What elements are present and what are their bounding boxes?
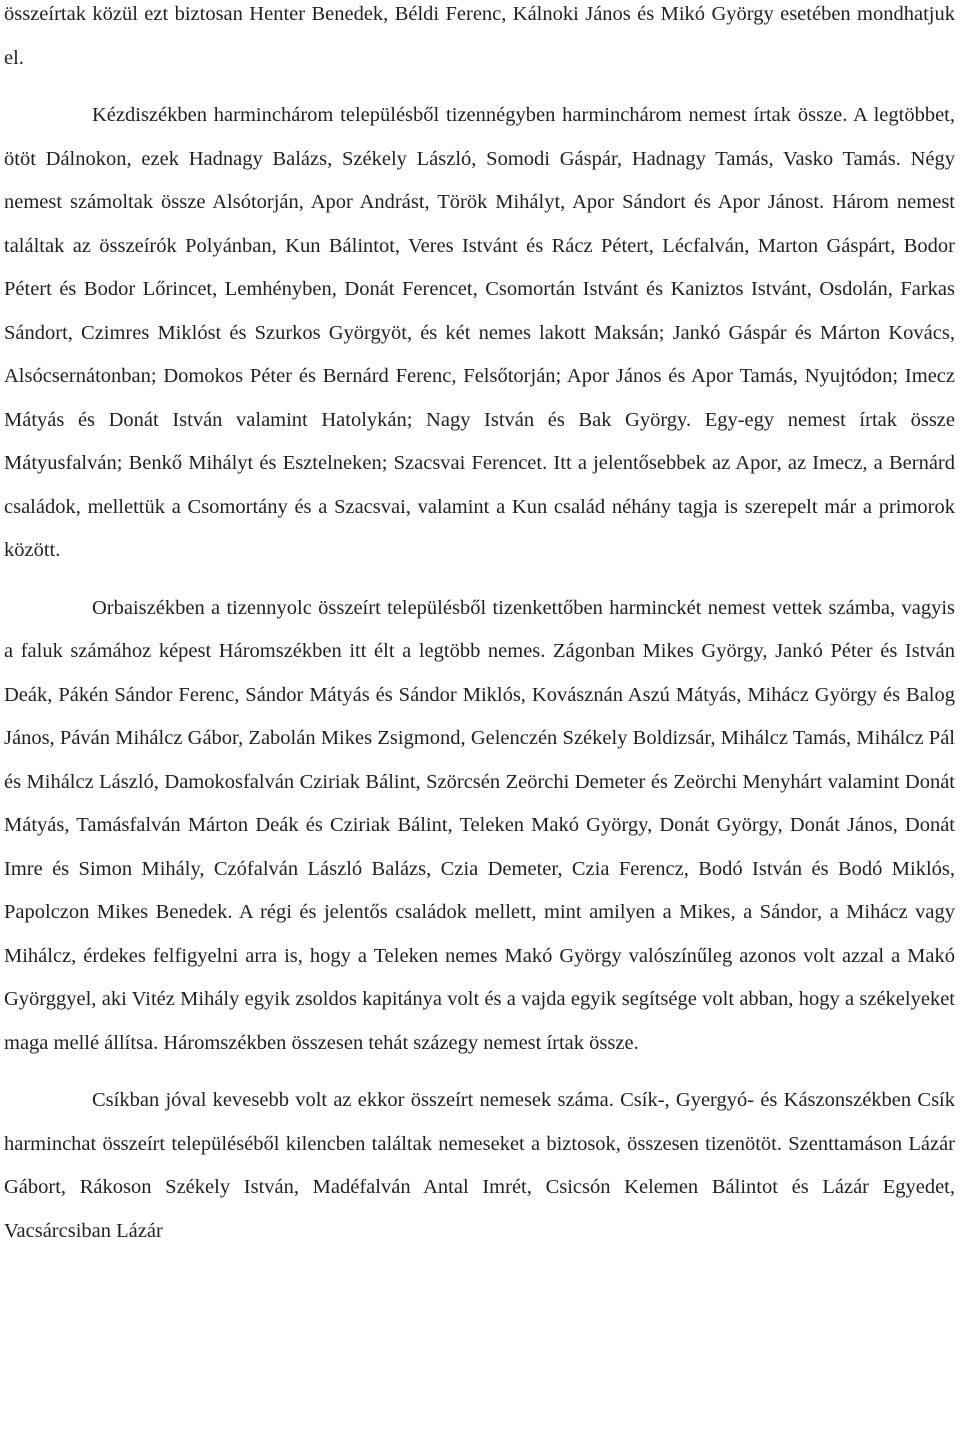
- paragraph-kezdiszek: Kézdiszékben harminchárom településből tizennégyben harminchárom nemest írtak össze. A legtöbbet, ötöt Dálnokon, ezek Hadnagy Balázs, Székely László, Somodi Gáspár, Hadnagy Tamás, Vasko Tamás. Négy nemest számoltak össze Alsótorján, Apor Andrást, Török Mihályt, Apor Sándort és Apor Jánost. Három nemest találtak az összeírók Polyánban, Kun Bálintot, Veres Istvánt és Rácz Pétert, Lécfalván, Marton Gáspárt, Bodor Pétert és Bodor Lőrincet, Lemhényben, Donát Ferencet, Csomortán Istvánt és Kaniztos Istvánt, Osdolán, Farkas Sándort, Czimres Miklóst és Szurkos Györgyöt, és két nemes lakott Maksán; Jankó Gáspár és Márton Kovács, Alsócsernátonban; Domokos Péter és Bernárd Ferenc, Felsőtorján; Apor János és Apor Tamás, Nyujtódon; Imecz Mátyás és Donát István valamint Hatolykán; Nagy István és Bak György. Egy-egy nemest írtak össze Mátyusfalván; Benkő Mihályt és Esztelneken; Szacsvai Ferencet. Itt a jelentősebbek az Apor, az Imecz, a Bernárd családok, mellettük a Csomortány és a Szacsvai, valamint a Kun család néhány tagja is szerepelt már a primorok között.: [4, 104, 955, 561]
- document-page: [4, 0, 955, 1253]
- paragraph-orbaiszek: Orbaiszékben a tizennyolc összeírt településből tizenkettőben harminckét nemest vettek számba, vagyis a faluk számához képest Háromszékben itt élt a legtöbb nemes. Zágonban Mikes György, Jankó Péter és István Deák, Pákén Sándor Ferenc, Sándor Mátyás és Sándor Miklós, Kovásznán Aszú Mátyás, Mihácz György és Balog János, Páván Mihálcz Gábor, Zabolán Mikes Zsigmond, Gelenczén Székely Boldizsár, Mihálcz Tamás, Mihálcz Pál és Mihálcz László, Damokosfalván Cziriak Bálint, Szörcsén Zeörchi Demeter és Zeörchi Menyhárt valamint Donát Mátyás, Tamásfalván Márton Deák és Cziriak Bálint, Teleken Makó György, Donát György, Donát János, Donát Imre és Simon Mihály, Czófalván László Balázs, Czia Demeter, Czia Ferencz, Bodó István és Bodó Miklós, Papolczon Mikes Benedek. A régi és jelentős családok mellett, mint amilyen a Mikes, a Sándor, a Mihácz vagy Mihálcz, érdekes felfigyelni arra is, hogy a Teleken nemes Makó György valószínűleg azonos volt azzal a Makó Györggyel, aki Vitéz Mihály egyik zsoldos kapitánya volt és a vajda egyik segítsége volt abban, hogy a székelyeket maga mellé állítsa. Háromszékben összesen tehát százegy nemest írtak össze.: [4, 596, 955, 1054]
- paragraph-csik: Csíkban jóval kevesebb volt az ekkor összeírt nemesek száma. Csík-, Gyergyó- és Kászonszékben Csík harminchat összeírt településéből kilencben találtak nemeseket a biztosok, összesen tizenötöt. Szenttamáson Lázár Gábort, Rákoson Székely István, Madéfalván Antal Imrét, Csicsón Kelemen Bálintot és Lázár Egyedet, Vacsárcsiban Lázár: [4, 1089, 955, 1242]
- paragraph-continuation: összeírtak közül ezt biztosan Henter Benedek, Béldi Ferenc, Kálnoki János és Mikó György esetében mondhatjuk el.: [4, 3, 955, 69]
